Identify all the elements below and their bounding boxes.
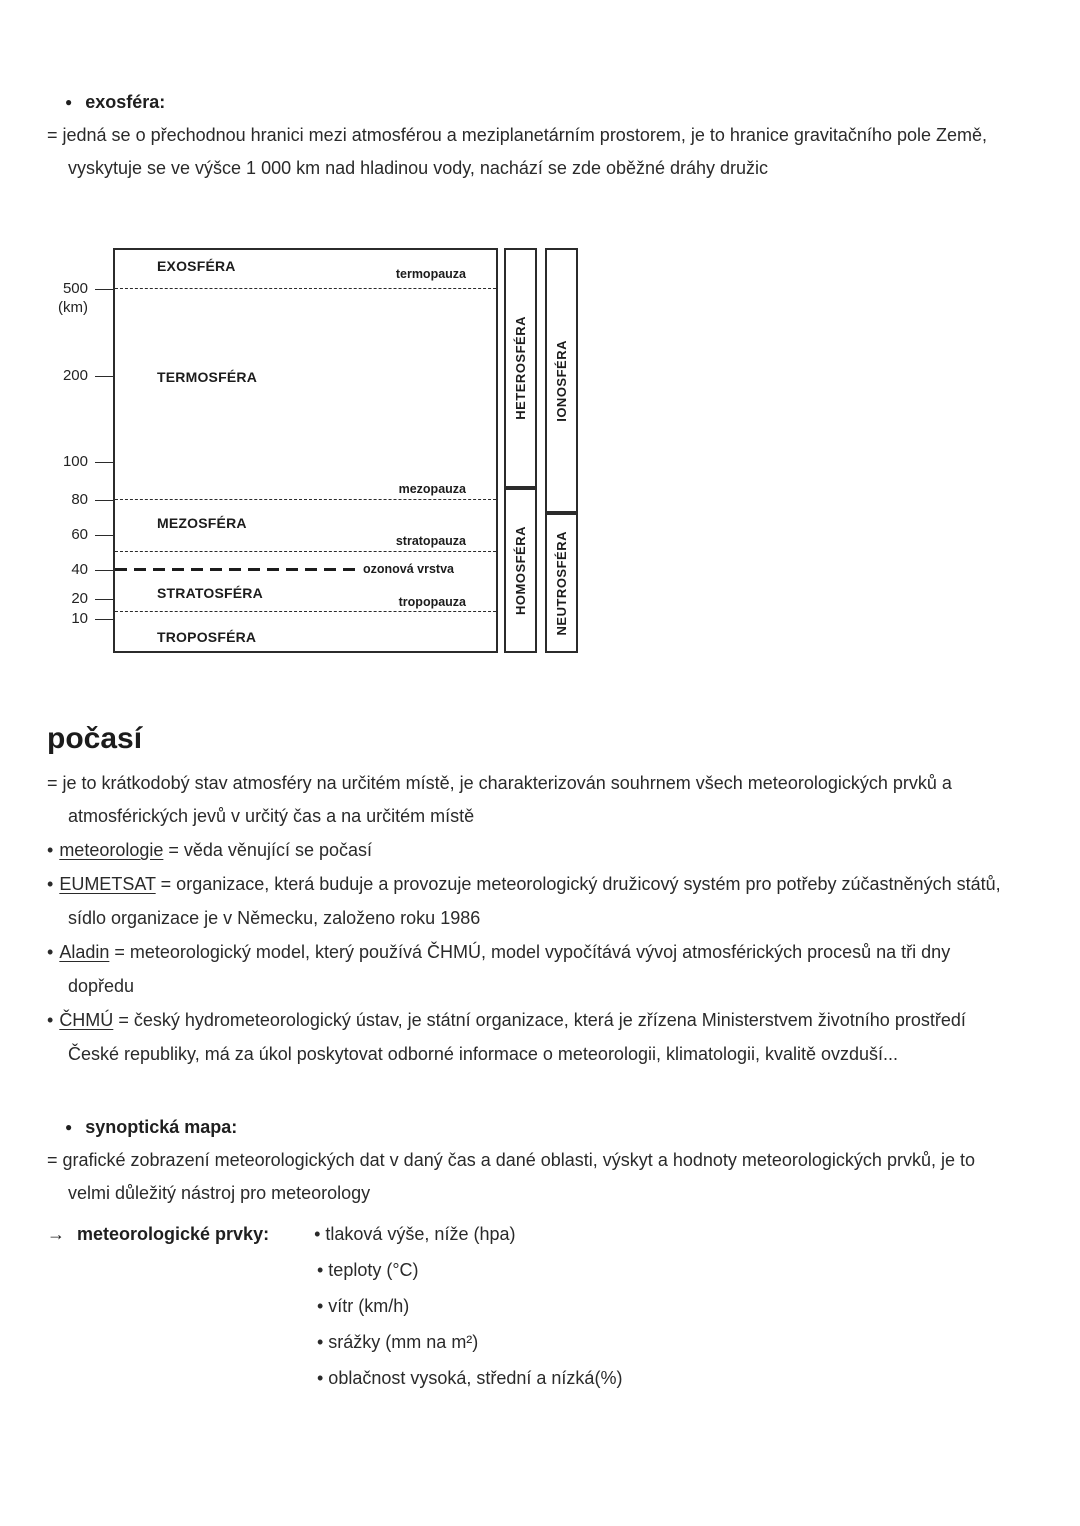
ozone-layer-label: ozonová vrstva xyxy=(363,562,455,576)
stratopauza-line xyxy=(115,551,496,552)
term-eumetsat: EUMETSAT xyxy=(59,874,156,894)
axis-tick-label-10: 10 xyxy=(71,610,88,627)
axis-tick-label-80: 80 xyxy=(71,491,88,508)
axis-tick-label-20: 20 xyxy=(71,590,88,607)
prvky-label: meteorologické prvky: xyxy=(77,1224,270,1244)
prvky-item-2: • vítr (km/h) xyxy=(317,1296,410,1316)
axis-tick xyxy=(95,500,113,501)
termopauza-line xyxy=(115,288,496,289)
atmosphere-layers-diagram xyxy=(50,245,650,657)
layer-label-stratosfera: STRATOSFÉRA xyxy=(157,585,263,601)
axis-tick-label-500: 500 xyxy=(62,280,88,297)
prvky-item-0: • tlaková výše, níže (hpa) xyxy=(314,1224,516,1244)
term-aladin: Aladin xyxy=(59,942,110,962)
bullet-icon: • xyxy=(47,1010,54,1030)
list-item-eumetsat xyxy=(47,867,1020,935)
pause-label-tropopauza: tropopauza xyxy=(398,595,466,609)
axis-unit-label: (km) xyxy=(58,299,88,316)
column-label-heterosfera: HETEROSFÉRA xyxy=(513,316,528,420)
pocasi-heading: počasí xyxy=(47,722,143,755)
exosfera-heading xyxy=(47,86,1020,119)
column-ionosfera xyxy=(545,248,578,513)
item-text: = organizace, která buduje a provozuje meteorologický družicový systém pro potřeby zúčastněných států, sídlo organizace je v Německu, založeno roku 1986 xyxy=(68,874,1001,928)
prvky-item-3: • srážky (mm na m²) xyxy=(317,1332,479,1352)
item-text: = český hydrometeorologický ústav, je státní organizace, která je zřízena Ministerstvem životního prostředí České republiky, má za úkol poskytovat odborné informace o meteorologii, klimatologii, kvalitě ovzduší... xyxy=(68,1010,966,1064)
layer-label-troposfera: TROPOSFÉRA xyxy=(157,629,257,645)
meteorologicke-prvky-block xyxy=(47,1216,1020,1396)
list-item-chmu xyxy=(47,1003,1020,1071)
term-chmu: ČHMÚ xyxy=(59,1010,114,1030)
arrow-icon: → xyxy=(47,1224,65,1244)
prvky-first-line xyxy=(47,1216,1020,1252)
list-item-meteorologie xyxy=(47,833,1020,867)
list-item-aladin xyxy=(47,935,1020,1003)
column-homosfera xyxy=(504,488,537,653)
pause-label-stratopauza: stratopauza xyxy=(395,534,466,548)
synopticka-title: synoptická mapa: xyxy=(85,1117,238,1137)
column-label-neutrosfera: NEUTROSFÉRA xyxy=(554,530,569,636)
layer-label-termosfera: TERMOSFÉRA xyxy=(157,369,257,385)
axis-tick xyxy=(95,599,113,600)
pause-label-termopauza: termopauza xyxy=(395,267,466,281)
item-text: = věda věnující se počasí xyxy=(163,840,373,860)
axis-tick xyxy=(95,535,113,536)
exosfera-title: exosféra: xyxy=(85,92,166,112)
tropopauza-line xyxy=(115,611,496,612)
column-label-homosfera: HOMOSFÉRA xyxy=(513,526,528,615)
axis-tick-label-40: 40 xyxy=(71,561,88,578)
synopticka-heading xyxy=(47,1111,1020,1144)
axis-tick-label-200: 200 xyxy=(62,367,88,384)
diagram-main-box xyxy=(113,248,498,653)
axis-tick-label-60: 60 xyxy=(71,526,88,543)
ozone-layer-line xyxy=(115,568,358,571)
mezopauza-line xyxy=(115,499,496,500)
column-heterosfera xyxy=(504,248,537,488)
axis-tick xyxy=(95,570,113,571)
axis-tick xyxy=(95,289,113,290)
bullet-icon: • xyxy=(47,874,54,894)
column-neutrosfera xyxy=(545,513,578,653)
pause-label-mezopauza: mezopauza xyxy=(398,482,466,496)
bullet-icon: ● xyxy=(65,95,73,109)
axis-tick xyxy=(95,619,113,620)
bullet-icon: • xyxy=(47,942,54,962)
exosfera-definition: = jedná se o přechodnou hranici mezi atmosférou a meziplanetárním prostorem, je to hranice gravitačního pole Země, vyskytuje se ve výšce 1 000 km nad hladinou vody, nachází se zde oběžné dráhy družic xyxy=(47,125,987,178)
pocasi-definition: = je to krátkodobý stav atmosféry na určitém místě, je charakterizován souhrnem všech meteorologických prvků a atmosférických jevů v určitý čas a na určitém místě xyxy=(47,773,952,826)
bullet-icon: • xyxy=(47,840,54,860)
term-meteorologie: meteorologie xyxy=(59,840,164,860)
axis-tick-label-100: 100 xyxy=(62,453,88,470)
layer-label-exosfera: EXOSFÉRA xyxy=(157,258,236,274)
prvky-item-4: • oblačnost vysoká, střední a nízká(%) xyxy=(317,1368,623,1388)
column-label-ionosfera: IONOSFÉRA xyxy=(554,339,569,422)
bullet-icon: ● xyxy=(65,1120,73,1134)
synopticka-definition: = grafické zobrazení meteorologických dat v daný čas a dané oblasti, výskyt a hodnoty meteorologických prvků, je to velmi důležitý nástroj pro meteorology xyxy=(47,1150,975,1203)
axis-tick xyxy=(95,376,113,377)
prvky-item-1: • teploty (°C) xyxy=(317,1260,419,1280)
item-text: = meteorologický model, který používá ČHMÚ, model vypočítává vývoj atmosférických procesů na tři dny dopředu xyxy=(68,942,951,996)
axis-tick xyxy=(95,462,113,463)
layer-label-mezosfera: MEZOSFÉRA xyxy=(157,515,247,531)
